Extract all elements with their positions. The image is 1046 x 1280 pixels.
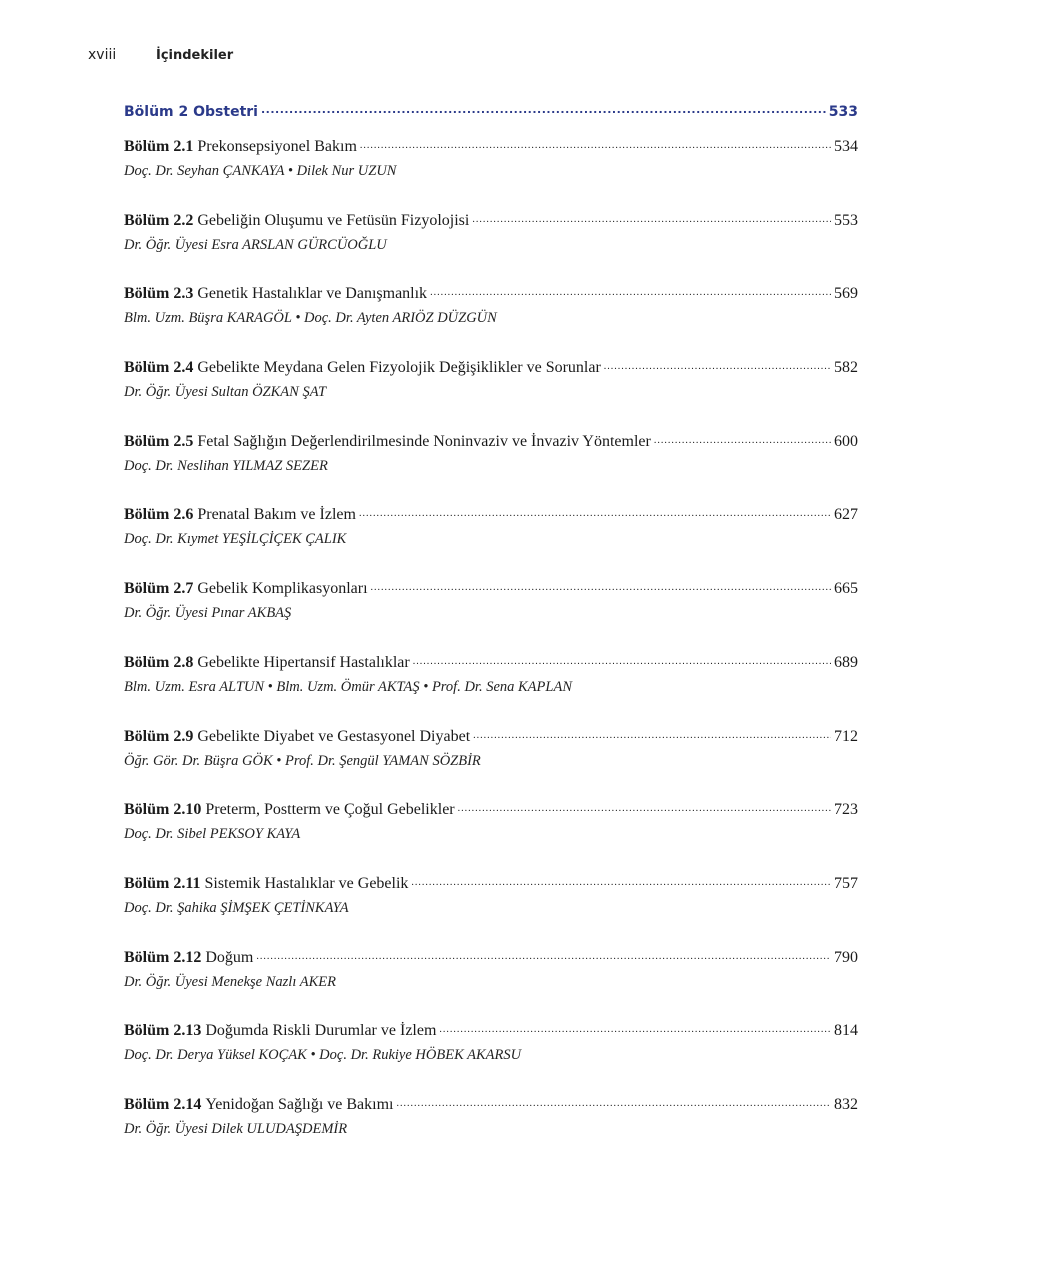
toc-entry-row	[124, 654, 858, 676]
chapter-page: 534	[834, 138, 858, 155]
chapter-page: 600	[834, 432, 858, 450]
dot-leader	[411, 872, 831, 886]
toc-entry[interactable]	[124, 285, 858, 359]
page-number: xviii	[88, 47, 117, 63]
part-heading[interactable]	[124, 104, 858, 126]
toc-entry-row	[124, 506, 858, 528]
chapter-page: 553	[834, 211, 858, 229]
chapter-page: 689	[834, 653, 858, 671]
dot-leader	[439, 1019, 831, 1033]
toc-entry[interactable]	[124, 875, 858, 949]
chapter-title: Gebelik Komplikasyonları	[197, 580, 368, 598]
chapter-number: Bölüm 2.1	[124, 138, 194, 155]
chapter-title: Doğumda Riskli Durumlar ve İzlem	[205, 1022, 437, 1040]
chapter-number: Bölüm 2.11	[124, 874, 201, 892]
chapter-authors: Doç. Dr. Şahika ŞİMŞEK ÇETİNKAYA	[124, 899, 349, 916]
toc-entry[interactable]	[124, 138, 858, 212]
chapter-number: Bölüm 2.6	[124, 506, 194, 524]
dot-leader	[654, 430, 831, 444]
chapter-page: 723	[834, 801, 858, 819]
chapter-number: Bölüm 2.5	[124, 432, 194, 450]
chapter-title: Doğum	[205, 948, 254, 966]
chapter-authors: Doç. Dr. Neslihan YILMAZ SEZER	[124, 457, 328, 474]
chapter-authors: Doç. Dr. Seyhan ÇANKAYA • Dilek Nur UZUN	[124, 163, 397, 179]
table-of-contents	[124, 104, 858, 1170]
dot-leader	[458, 798, 831, 812]
dot-leader	[604, 356, 831, 370]
chapter-authors: Dr. Öğr. Üyesi Esra ARSLAN GÜRCÜOĞLU	[124, 236, 387, 253]
chapter-title: Gebelikte Diyabet ve Gestasyonel Diyabet	[197, 727, 471, 745]
chapter-page: 665	[834, 580, 858, 598]
toc-entry-row	[124, 212, 858, 234]
chapter-title: Sistemik Hastalıklar ve Gebelik	[204, 874, 409, 892]
chapter-number: Bölüm 2.13	[124, 1022, 202, 1040]
toc-entry[interactable]	[124, 1022, 858, 1096]
dot-leader	[472, 209, 831, 223]
toc-entry[interactable]	[124, 359, 858, 433]
running-head	[88, 47, 233, 63]
chapter-number: Bölüm 2.8	[124, 653, 194, 671]
toc-entry[interactable]	[124, 654, 858, 728]
toc-entry[interactable]	[124, 728, 858, 802]
chapter-authors: Dr. Öğr. Üyesi Menekşe Nazlı AKER	[124, 973, 336, 990]
chapter-page: 757	[834, 874, 858, 892]
chapter-page: 712	[834, 727, 858, 745]
toc-entry[interactable]	[124, 1096, 858, 1170]
chapter-title: Gebelikte Hipertansif Hastalıklar	[197, 653, 410, 671]
chapter-page: 627	[834, 506, 858, 524]
dot-leader	[397, 1093, 832, 1107]
chapter-number: Bölüm 2.2	[124, 211, 194, 229]
dot-leader	[430, 282, 831, 296]
chapter-number: Bölüm 2.9	[124, 727, 194, 745]
chapter-page: 790	[834, 948, 858, 966]
dot-leader	[360, 135, 831, 149]
chapter-authors: Doç. Dr. Kıymet YEŞİLÇİÇEK ÇALIK	[124, 531, 347, 548]
chapter-number: Bölüm 2.4	[124, 359, 194, 377]
chapter-number: Bölüm 2.14	[124, 1095, 202, 1113]
dot-leader	[371, 577, 831, 591]
dot-leader	[413, 651, 831, 665]
toc-entry-row	[124, 875, 858, 897]
chapter-authors: Dr. Öğr. Üyesi Dilek ULUDAŞDEMİR	[124, 1120, 348, 1137]
chapter-number: Bölüm 2.7	[124, 580, 194, 598]
chapter-title: Fetal Sağlığın Değerlendirilmesinde Noninvaziv ve İnvaziv Yöntemler	[197, 432, 651, 450]
chapter-authors: Öğr. Gör. Dr. Büşra GÖK • Prof. Dr. Şengül YAMAN SÖZBİR	[124, 752, 481, 769]
chapter-authors: Blm. Uzm. Büşra KARAGÖL • Doç. Dr. Ayten ARIÖZ DÜZGÜN	[124, 310, 497, 327]
chapter-title: Yenidoğan Sağlığı ve Bakımı	[205, 1095, 394, 1113]
dot-leader	[261, 101, 826, 115]
chapter-number: Bölüm 2.3	[124, 285, 194, 303]
toc-entry[interactable]	[124, 801, 858, 875]
chapter-page: 814	[834, 1022, 858, 1040]
dot-leader	[359, 503, 831, 517]
dot-leader	[256, 946, 831, 960]
chapter-title: Gebelikte Meydana Gelen Fizyolojik Değişiklikler ve Sorunlar	[197, 359, 601, 377]
part-label: Bölüm 2 Obstetri	[124, 104, 258, 120]
toc-entry-row	[124, 949, 858, 971]
toc-entry-row	[124, 138, 858, 160]
chapter-authors: Blm. Uzm. Esra ALTUN • Blm. Uzm. Ömür AKTAŞ • Prof. Dr. Sena KAPLAN	[124, 678, 572, 695]
toc-entry[interactable]	[124, 433, 858, 507]
chapter-page: 582	[834, 359, 858, 377]
toc-entry-row	[124, 580, 858, 602]
toc-entry[interactable]	[124, 212, 858, 286]
chapter-authors: Dr. Öğr. Üyesi Sultan ÖZKAN ŞAT	[124, 384, 327, 401]
toc-entry-row	[124, 433, 858, 455]
toc-entry-row	[124, 1022, 858, 1044]
chapter-page: 569	[834, 285, 858, 303]
toc-entry-row	[124, 1096, 858, 1118]
toc-entry-row	[124, 359, 858, 381]
chapter-authors: Doç. Dr. Sibel PEKSOY KAYA	[124, 826, 301, 843]
running-title: İçindekiler	[156, 48, 234, 63]
toc-entry[interactable]	[124, 506, 858, 580]
part-page: 533	[828, 104, 858, 120]
chapter-page: 832	[834, 1095, 858, 1113]
chapter-title: Genetik Hastalıklar ve Danışmanlık	[197, 285, 428, 303]
toc-entry-row	[124, 801, 858, 823]
chapter-number: Bölüm 2.10	[124, 801, 202, 819]
toc-entry[interactable]	[124, 949, 858, 1023]
chapter-number: Bölüm 2.12	[124, 948, 202, 966]
chapter-title: Gebeliğin Oluşumu ve Fetüsün Fizyolojisi	[197, 211, 470, 229]
dot-leader	[473, 725, 831, 739]
chapter-authors: Dr. Öğr. Üyesi Pınar AKBAŞ	[124, 605, 292, 622]
chapter-title: Prekonsepsiyonel Bakım	[197, 138, 357, 155]
toc-entry-row	[124, 728, 858, 750]
chapter-title: Preterm, Postterm ve Çoğul Gebelikler	[205, 801, 455, 819]
toc-entries	[124, 138, 858, 1170]
chapter-title: Prenatal Bakım ve İzlem	[197, 506, 356, 524]
chapter-authors: Doç. Dr. Derya Yüksel KOÇAK • Doç. Dr. Rukiye HÖBEK AKARSU	[124, 1047, 522, 1064]
toc-entry[interactable]	[124, 580, 858, 654]
toc-entry-row	[124, 285, 858, 307]
